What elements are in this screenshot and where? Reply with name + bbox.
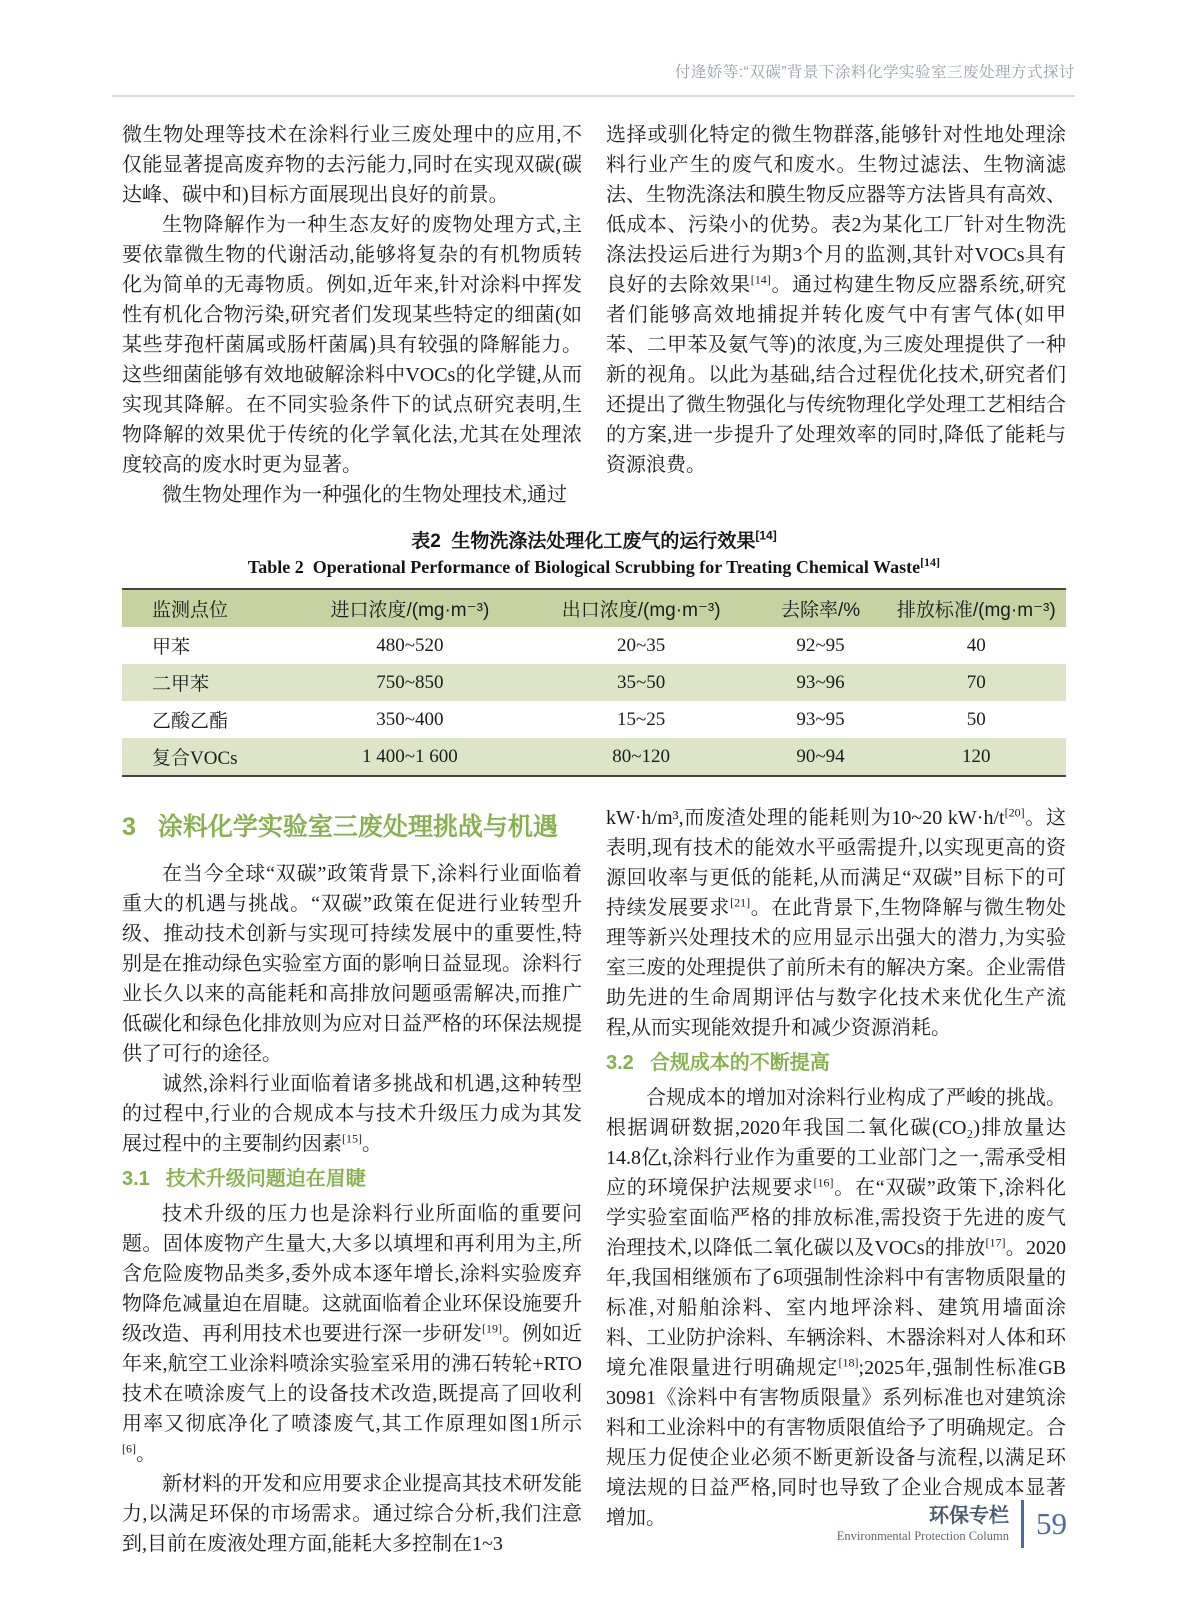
heading-title: 涂料化学实验室三废处理挑战与机遇 — [157, 813, 558, 841]
column-header: 出口浓度/(mg·m⁻³) — [561, 600, 721, 621]
reference-superscript: [17] — [985, 1235, 1006, 1250]
running-head-title: 付逄娇等:“双碳”背景下涂料化学实验室三废处理方式探讨 — [112, 60, 1075, 97]
section-heading — [122, 809, 582, 845]
paragraph: 生物降解作为一种生态友好的废物处理方式,主要依靠微生物的代谢活动,能够将复杂的有机物质转化为简单的无毒物质。例如,近年来,针对涂料中挥发性有机化合物污染,研究者们发现某些特定的细菌(如某些芽孢杆菌属或肠杆菌属)具有较强的降解能力。这些细菌能够有效地破解涂料中VOCs的化学键,从而实现其降解。在不同实验条件下的试点研究表明,生物降解的效果优于传统的化学氧化法,尤其在处理浓度较高的废水时更为显著。 — [122, 214, 582, 476]
heading-title: 技术升级问题迫在眉睫 — [165, 1168, 366, 1190]
table-cell: 93~96 — [796, 671, 845, 693]
paragraph: 技术升级的压力也是涂料行业所面临的重要问题。固体废物产生量大,大多以填埋和再利用为主,所含危险废物品类多,委外成本逐年增长,涂料实验废弃物降危减量迫在眉睫。这就面临着企业环保设施要升级改造、再利用技术也要进行深一步研发[19]。例如近年来,航空工业涂料喷涂实验室采用的沸石转轮+RTO技术在喷涂废气上的设备技术改造,既提高了回收利用率又彻底净化了喷漆废气,其工作原理如图1所示[6]。 — [122, 1203, 582, 1465]
paragraph: 微生物处理等技术在涂料行业三废处理中的应用,不仅能显著提高废弃物的去污能力,同时在实现双碳(碳达峰、碳中和)目标方面展现出良好的前景。 — [122, 124, 582, 206]
table-cell: 35~50 — [617, 671, 666, 693]
footer-column-zh: 环保专栏 — [929, 1505, 1009, 1527]
column-header: 进口浓度/(mg·m⁻³) — [330, 600, 490, 621]
reference-superscript: [21] — [730, 895, 751, 910]
page-footer — [837, 1500, 1067, 1548]
bottom-right-column — [606, 803, 1066, 1559]
heading-number: 3 — [122, 813, 136, 841]
table-row — [122, 664, 1066, 701]
bottom-two-columns — [122, 803, 1066, 1559]
table-cell: 1 400~1 600 — [362, 745, 458, 767]
table-caption-zh: 表2 生物洗涤法处理化工废气的运行效果[14] — [411, 528, 777, 552]
table2-header-row — [122, 589, 1066, 627]
heading-number: 3.1 — [122, 1168, 150, 1190]
table-row — [122, 627, 1066, 664]
paragraph: 微生物处理作为一种强化的生物处理技术,通过 — [162, 484, 567, 506]
top-two-columns — [122, 120, 1066, 510]
table-cell: 90~94 — [796, 745, 845, 767]
table-cell: 50 — [966, 708, 986, 730]
page-body — [122, 120, 1066, 1559]
footer-divider-bar — [1021, 1500, 1024, 1548]
table-row — [122, 738, 1066, 776]
table-cell: 复合VOCs — [152, 748, 238, 769]
table2-block — [122, 526, 1066, 777]
table-cell: 80~120 — [612, 745, 671, 767]
table-cell: 92~95 — [796, 634, 845, 656]
heading-number: 3.2 — [606, 1052, 634, 1074]
paragraph: 新材料的开发和应用要求企业提高其技术研发能力,以满足环保的市场需求。通过综合分析,我们注意到,目前在废液处理方面,能耗大多控制在1~3 — [122, 1473, 582, 1555]
table-caption-en: Table 2 Operational Performance of Biological Scrubbing for Treating Chemical Waste[14] — [247, 555, 941, 577]
bottom-left-column — [122, 803, 582, 1559]
table-cell: 93~95 — [796, 708, 845, 730]
table-cell: 15~25 — [617, 708, 666, 730]
reference-superscript: [14] — [920, 555, 941, 569]
table-cell: 二甲苯 — [152, 674, 210, 695]
table-cell: 70 — [966, 671, 986, 693]
reference-superscript: [14] — [750, 272, 771, 287]
paragraph: 诚然,涂料行业面临着诸多挑战和机遇,这种转型的过程中,行业的合规成本与技术升级压力成为其发展过程中的主要制约因素[15]。 — [122, 1073, 582, 1155]
column-header: 去除率/% — [780, 600, 861, 621]
table-cell: 40 — [966, 634, 986, 656]
table-cell: 20~35 — [617, 634, 666, 656]
table-cell: 480~520 — [376, 634, 444, 656]
top-right-column — [606, 120, 1066, 510]
paragraph: 选择或驯化特定的微生物群落,能够针对性地处理涂料行业产生的废气和废水。生物过滤法、生物滴滤法、生物洗涤法和膜生物反应器等方法皆具有高效、低成本、污染小的优势。表2为某化工厂针对生物洗涤法投运后进行为期3个月的监测,其针对VOCs具有良好的去除效果[14]。通过构建生物反应器系统,研究者们能够高效地捕捉并转化废气中有害气体(如甲苯、二甲苯及氨气等)的浓度,为三废处理提供了一种新的视角。以此为基础,结合过程优化技术,研究者们还提出了微生物强化与传统物理化学处理工艺相结合的方案,进一步提升了处理效率的同时,降低了能耗与资源浪费。 — [606, 124, 1067, 476]
reference-superscript: [18] — [838, 1355, 859, 1370]
table2 — [122, 588, 1066, 777]
reference-superscript: [6] — [122, 1441, 136, 1456]
table-cell: 350~400 — [376, 708, 444, 730]
heading-title: 合规成本的不断提高 — [649, 1052, 830, 1074]
column-header: 监测点位 — [152, 600, 229, 621]
reference-superscript: [15] — [342, 1131, 362, 1146]
top-left-column — [122, 120, 582, 510]
reference-superscript: [20] — [1004, 805, 1025, 820]
paragraph: 在当今全球“双碳”政策背景下,涂料行业面临着重大的机遇与挑战。“双碳”政策在促进行业转型升级、推动技术创新与实现可持续发展中的重要性,特别是在推动绿色实验室方面的影响日益显现。涂料行业长久以来的高能耗和高排放问题亟需解决,而推广低碳化和绿色化排放则为应对日益严格的环保法规提供了可行的途径。 — [122, 863, 582, 1065]
reference-superscript: [19] — [482, 1321, 502, 1336]
column-header: 排放标准/(mg·m⁻³) — [896, 600, 1056, 621]
table-header-row — [122, 589, 1066, 627]
table-cell: 乙酸乙酯 — [152, 711, 229, 732]
table-cell: 120 — [962, 745, 991, 767]
reference-superscript: [16] — [813, 1175, 834, 1190]
table2-body — [122, 627, 1066, 776]
paragraph: kW·h/m³,而废渣处理的能耗则为10~20 kW·h/t[20]。这表明,现有技术的能效水平亟需提升,以实现更高的资源回收率与更低的能耗,从而满足“双碳”目标下的可持续发展要求[21]。在此背景下,生物降解与微生物处理等新兴处理技术的应用显示出强大的潜力,为实验室三废的处理提供了前所未有的解决方案。企业需借助先进的生命周期评估与数字化技术来优化生产流程,从而实现能效提升和减少资源消耗。 — [606, 805, 1067, 1039]
table-row — [122, 701, 1066, 738]
footer-column-name — [837, 1504, 1009, 1544]
table-cell: 750~850 — [376, 671, 444, 693]
footer-column-en: Environmental Protection Column — [836, 1529, 1009, 1543]
reference-superscript: [14] — [755, 528, 777, 543]
table-cell: 甲苯 — [152, 637, 191, 658]
subsection-heading — [606, 1047, 1066, 1079]
paragraph: 合规成本的增加对涂料行业构成了严峻的挑战。根据调研数据,2020年我国二氧化碳(CO₂)排放量达14.8亿t,涂料行业作为重要的工业部门之一,需承受相应的环境保护法规要求[16]。在“双碳”政策下,涂料化学实验室面临严格的排放标准,需投资于先进的废气治理技术,以降低二氧化碳以及VOCs的排放[17]。2020年,我国相继颁布了6项强制性涂料中有害物质限量的标准,对船舶涂料、室内地坪涂料、建筑用墙面涂料、工业防护涂料、车辆涂料、木器涂料对人体和环境允准限量进行明确规定[18];2025年,强制性标准GB 30981《涂料中有害物质限量》系列标准也对建筑涂料和工业涂料中的有害物质限值给予了明确规定。合规压力促使企业必须不断更新设备与流程,以满足环境法规的日益严格,同时也导致了企业合规成本显著增加。 — [606, 1087, 1067, 1529]
subsection-heading — [122, 1163, 582, 1195]
page-number: 59 — [1036, 1506, 1067, 1541]
